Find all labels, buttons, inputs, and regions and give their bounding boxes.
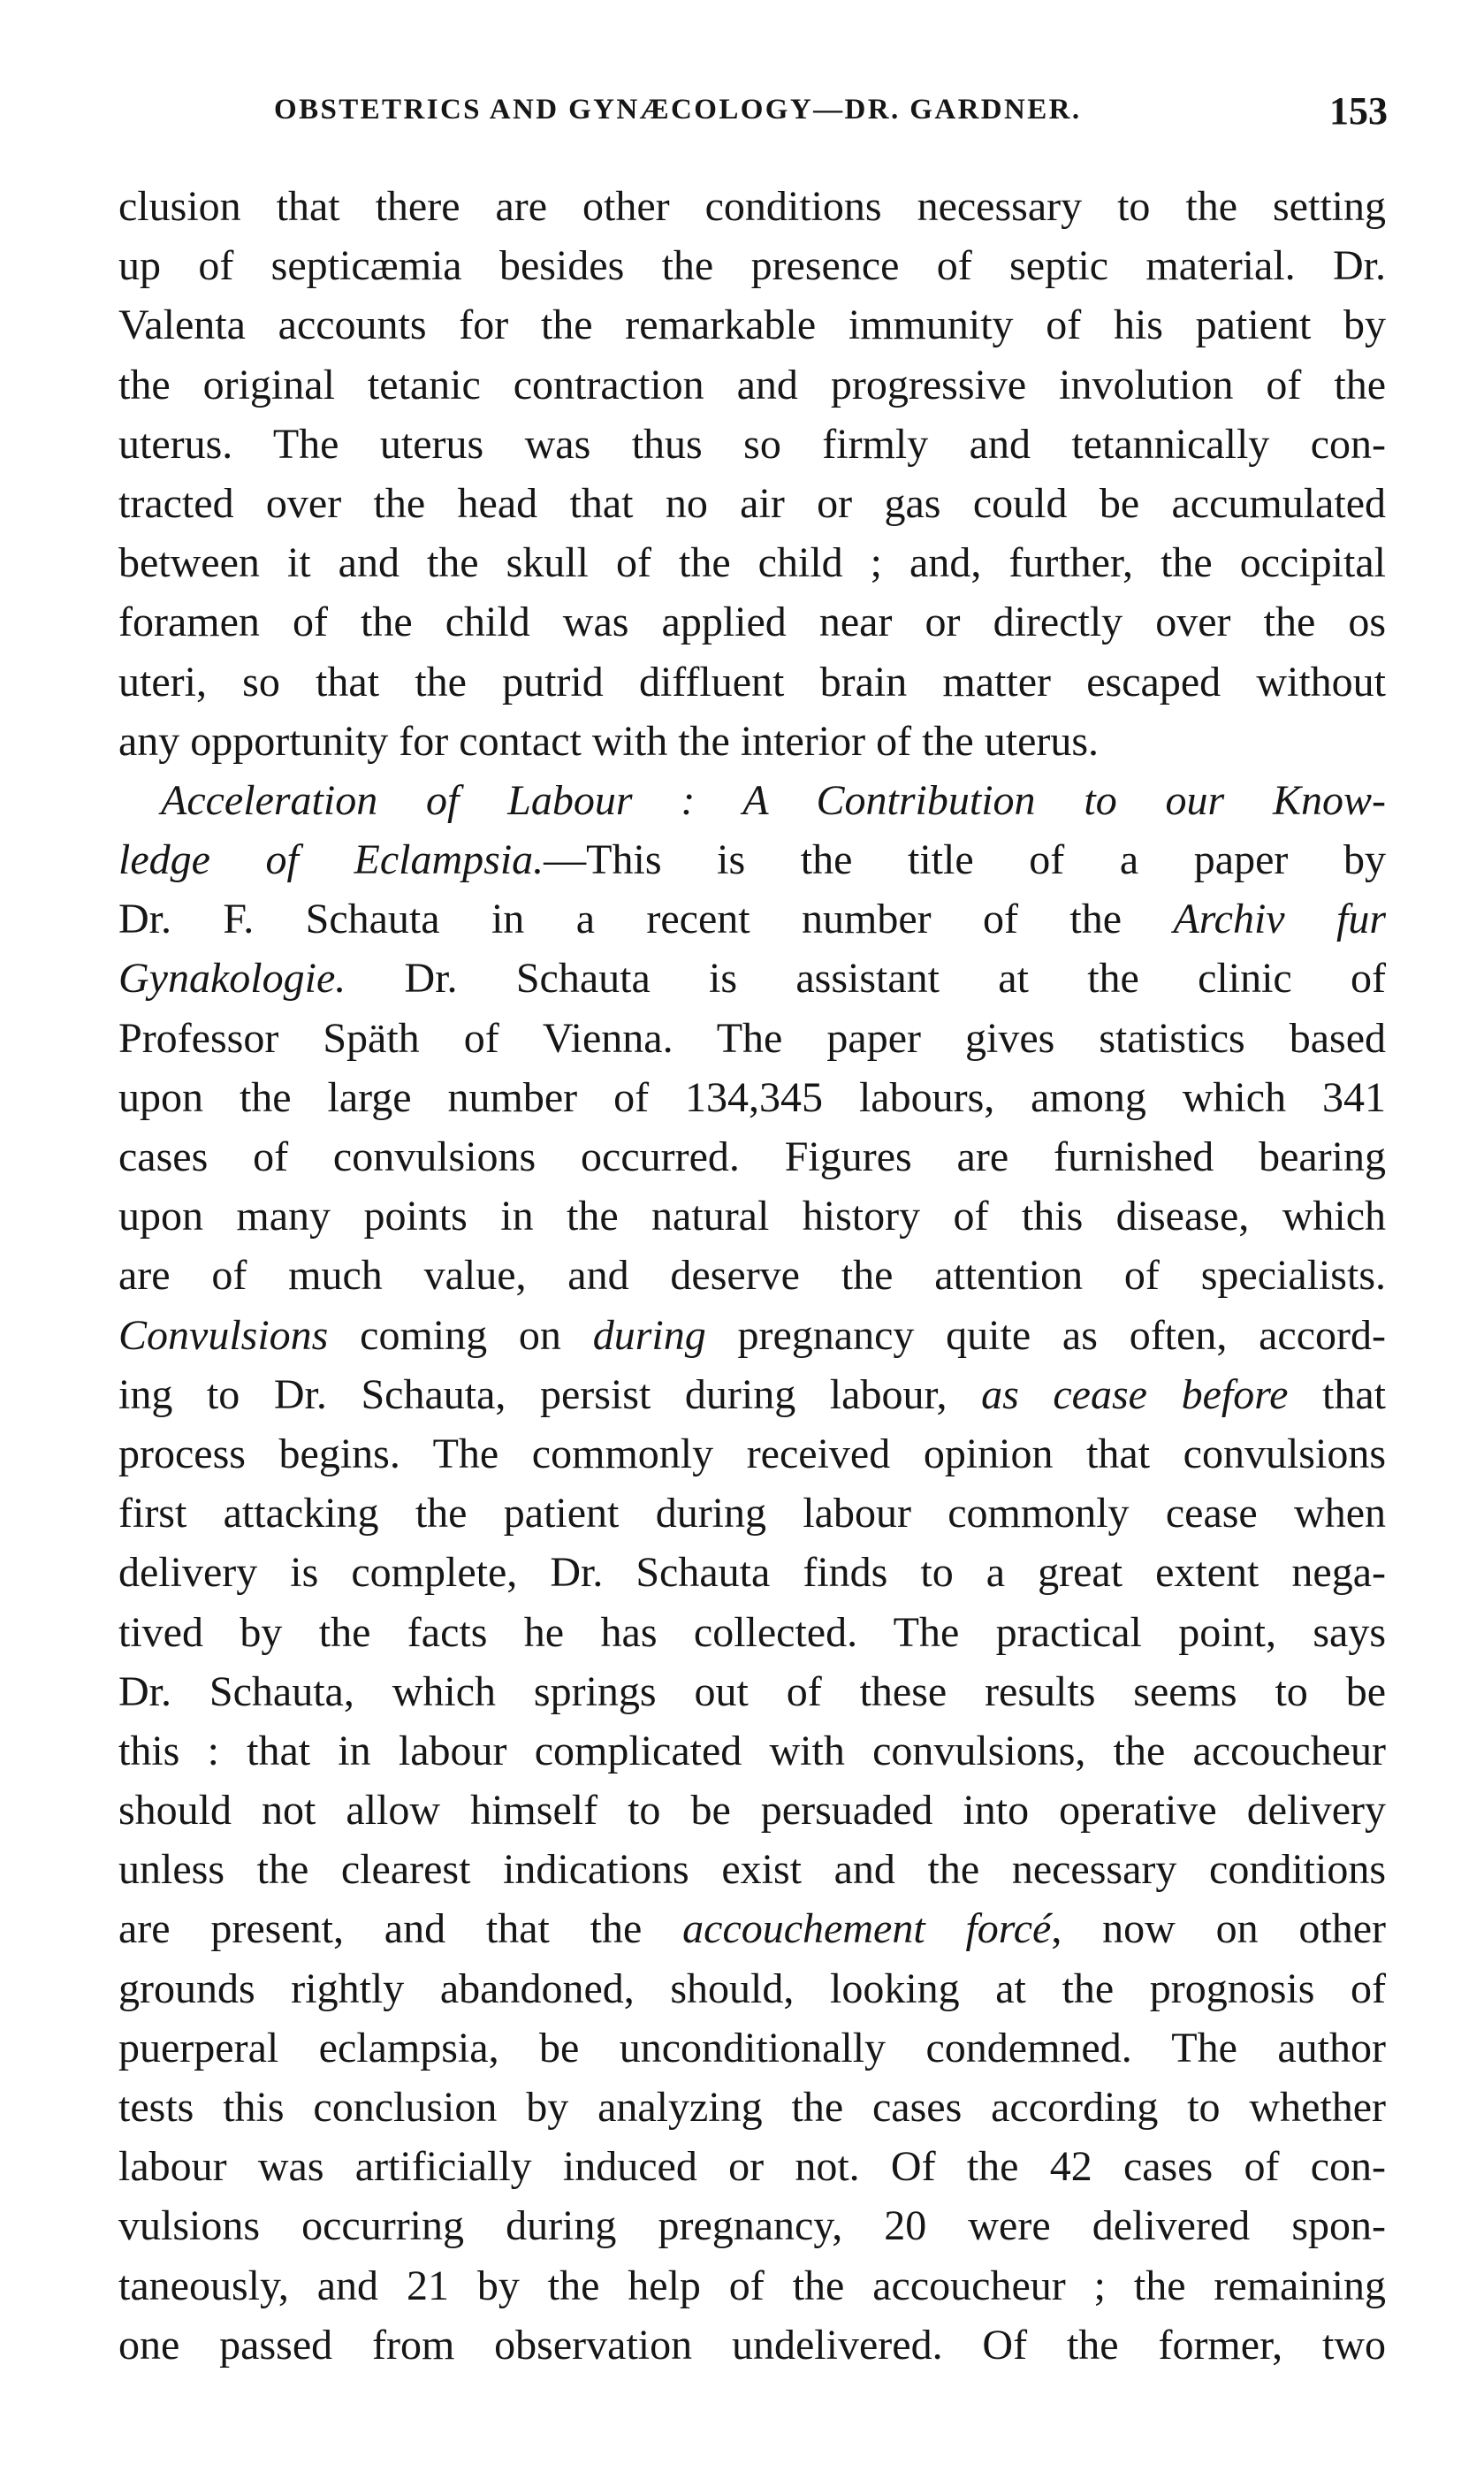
journal-name-italic: Gynakologie. [118, 955, 346, 1003]
text-line: foramen of the child was applied near or directly over the os [118, 599, 1386, 646]
text-run: coming on [328, 1311, 593, 1359]
text-line: Professor Späth of Vienna. The paper gives statistics based [118, 1014, 1386, 1062]
text-line: the original tetanic contraction and progressive involution of the [118, 361, 1386, 408]
text-line: are of much value, and deserve the attention of specialists. [118, 1252, 1386, 1300]
text-line: Valenta accounts for the remarkable immunity of his patient by [118, 301, 1386, 349]
emphasis-italic: during [592, 1311, 706, 1359]
page-number: 153 [1329, 89, 1388, 133]
text-line: should not allow himself to be persuaded into operative delivery [118, 1787, 1386, 1835]
text-line: first attacking the patient during labour commonly cease when [118, 1490, 1386, 1537]
emphasis-italic: as cease before [981, 1370, 1289, 1418]
text-line: up of septicæmia besides the presence of septic material. Dr. [118, 242, 1386, 290]
text-run: ing to Dr. Schauta, persist during labour, [118, 1370, 982, 1418]
text-run: Dr. Schauta is assistant at the clinic of [346, 955, 1386, 1003]
text-line [118, 1899, 1386, 1958]
text-line: grounds rightly abandoned, should, looking at the prognosis of [118, 1964, 1386, 2012]
text-line: puerperal eclampsia, be unconditionally condemned. The author [118, 2024, 1386, 2071]
text-line [118, 771, 1386, 830]
paper-title-italic: Acceleration of Labour : A Contribution to our Know- [161, 776, 1386, 824]
text-line [118, 830, 1386, 889]
body-text [118, 177, 1386, 2375]
emphasis-italic: Convulsions [118, 1311, 329, 1359]
text-line: one passed from observation undelivered. Of the former, two [118, 2321, 1386, 2369]
text-line: between it and the skull of the child ; and, further, the occipital [118, 539, 1386, 587]
text-line: clusion that there are other conditions necessary to the setting [118, 183, 1386, 230]
running-title: OBSTETRICS AND GYNÆCOLOGY—DR. GARDNER. [274, 94, 1082, 126]
text-line [118, 949, 1386, 1008]
text-line: Dr. Schauta, which springs out of these results seems to be [118, 1667, 1386, 1715]
text-run: , now on other [1051, 1905, 1386, 1953]
text-line [118, 1365, 1386, 1424]
text-line: this : that in labour complicated with convulsions, the accoucheur [118, 1727, 1386, 1774]
text-line: tests this conclusion by analyzing the cases according to whether [118, 2084, 1386, 2131]
journal-name-italic: Archiv fur [1173, 896, 1386, 943]
text-line [118, 1306, 1386, 1365]
text-line: uteri, so that the putrid diffluent brain matter escaped without [118, 658, 1386, 706]
paper-title-italic: ledge of Eclampsia. [118, 836, 544, 884]
text-run: that [1288, 1370, 1386, 1418]
text-line: delivery is complete, Dr. Schauta finds to a great extent nega- [118, 1549, 1386, 1597]
text-line: tracted over the head that no air or gas could be accumulated [118, 479, 1386, 527]
text-run: Dr. F. Schauta in a recent number of the [118, 896, 1174, 943]
text-line: process begins. The commonly received opinion that convulsions [118, 1430, 1386, 1477]
text-line: tived by the facts he has collected. The practical point, says [118, 1608, 1386, 1656]
text-line: any opportunity for contact with the interior of the uterus. [118, 717, 1100, 765]
text-line: labour was artificially induced or not. Of the 42 cases of con- [118, 2143, 1386, 2191]
text-line: taneously, and 21 by the help of the accoucheur ; the remaining [118, 2262, 1386, 2309]
text-run: are present, and that the [118, 1905, 683, 1953]
text-line: uterus. The uterus was thus so firmly and tetannically con- [118, 420, 1386, 468]
text-line: upon the large number of 134,345 labours, among which 341 [118, 1073, 1386, 1121]
emphasis-italic: accouchement forcé [682, 1905, 1052, 1953]
text-line: cases of convulsions occurred. Figures are furnished bearing [118, 1133, 1386, 1180]
text-line: upon many points in the natural history of this disease, which [118, 1193, 1386, 1240]
text-line: vulsions occurring during pregnancy, 20 were delivered spon- [118, 2202, 1386, 2250]
text-run: pregnancy quite as often, accord- [705, 1311, 1386, 1359]
text-line: unless the clearest indications exist and the necessary conditions [118, 1846, 1386, 1894]
text-line [118, 889, 1386, 949]
running-head [274, 88, 1388, 141]
text-run: —This is the title of a paper by [544, 836, 1386, 884]
